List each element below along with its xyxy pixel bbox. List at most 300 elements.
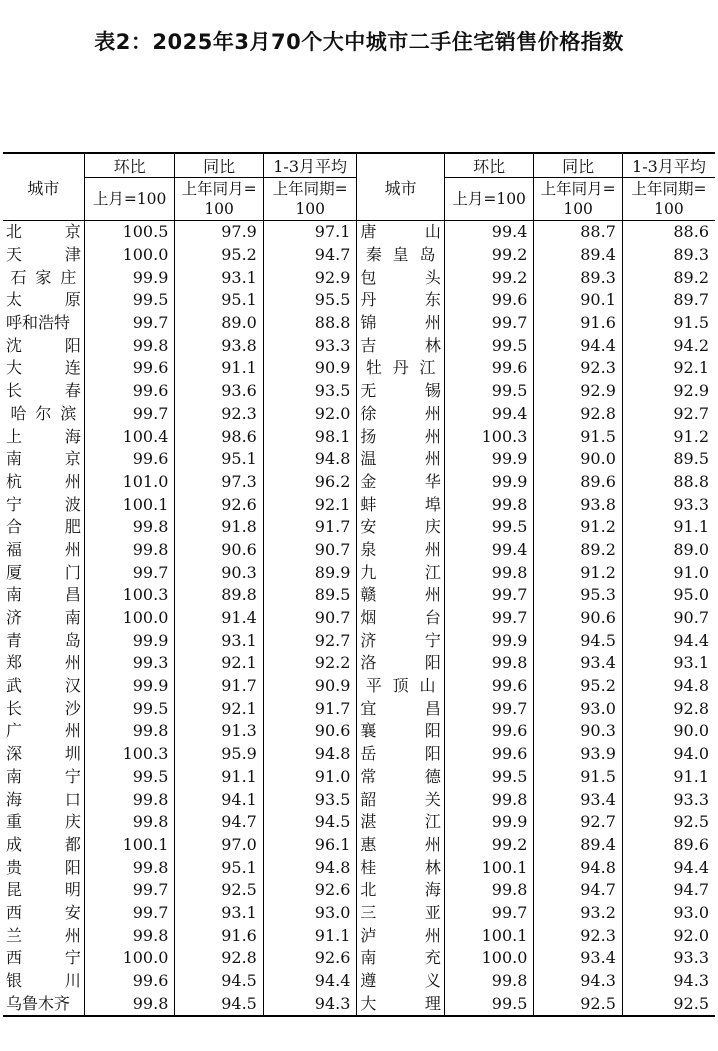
city-char: 京 xyxy=(64,449,81,469)
city-char: 山 xyxy=(419,676,436,696)
city-cell-left xyxy=(3,811,84,834)
city-cell-left xyxy=(3,266,84,289)
city-char: 南 xyxy=(360,948,377,968)
city-cell-left xyxy=(3,493,84,516)
yoy-value-left: 95.9 xyxy=(175,743,263,766)
city-name xyxy=(6,584,81,606)
mom-value-right: 99.2 xyxy=(444,266,534,289)
city-name xyxy=(6,834,81,856)
yoy-value-left: 90.3 xyxy=(175,561,263,584)
mom-value-right: 99.6 xyxy=(444,720,534,743)
yoy-value-right: 95.3 xyxy=(534,584,622,607)
mom-value-left: 99.7 xyxy=(84,879,175,902)
yoy-value-right: 89.4 xyxy=(534,834,622,857)
yoy-value-right: 92.8 xyxy=(534,403,622,426)
table-row xyxy=(3,924,715,947)
city-char: 顶 xyxy=(392,676,409,696)
city-name xyxy=(360,902,440,924)
city-char: 唐 xyxy=(360,222,377,242)
mom-value-left: 99.5 xyxy=(84,697,175,720)
city-char: 太 xyxy=(6,290,23,310)
city-char: 宁 xyxy=(64,948,81,968)
city-char: 桂 xyxy=(360,857,377,877)
city-cell-left xyxy=(3,856,84,879)
city-char: 州 xyxy=(424,449,441,469)
header-avg-right: 1-3月平均 xyxy=(622,153,715,178)
avg-value-right: 94.4 xyxy=(622,629,715,652)
city-name xyxy=(360,970,440,992)
mom-value-right: 99.5 xyxy=(444,380,534,403)
city-cell-right xyxy=(357,811,444,834)
city-char: 尔 xyxy=(35,403,52,423)
city-name xyxy=(360,244,440,266)
city-name xyxy=(6,630,81,652)
avg-value-right: 89.6 xyxy=(622,834,715,857)
city-name xyxy=(360,403,440,425)
yoy-value-right: 92.3 xyxy=(534,357,622,380)
price-index-table xyxy=(3,152,715,1017)
table-row xyxy=(3,811,715,834)
avg-value-right: 94.7 xyxy=(622,879,715,902)
header-avg-left: 1-3月平均 xyxy=(263,153,357,178)
city-cell-right xyxy=(357,652,444,675)
city-cell-left xyxy=(3,879,84,902)
city-name xyxy=(360,221,440,243)
mom-value-right: 99.8 xyxy=(444,493,534,516)
table-row xyxy=(3,629,715,652)
city-char: 德 xyxy=(424,766,441,786)
city-char: 理 xyxy=(424,993,441,1013)
avg-value-left: 93.5 xyxy=(263,788,357,811)
city-char: 庆 xyxy=(424,517,441,537)
city-cell-left xyxy=(3,924,84,947)
city-char: 昆 xyxy=(6,880,23,900)
city-char: 锦 xyxy=(360,313,377,333)
header-avg-base-left xyxy=(263,178,357,221)
city-name xyxy=(6,516,81,538)
table-row xyxy=(3,493,715,516)
yoy-value-right: 90.0 xyxy=(534,448,622,471)
mom-value-right: 99.8 xyxy=(444,652,534,675)
mom-value-right: 99.7 xyxy=(444,697,534,720)
city-cell-right xyxy=(357,788,444,811)
city-char: 武 xyxy=(6,676,23,696)
yoy-value-left: 97.9 xyxy=(175,221,263,244)
mom-value-left: 100.5 xyxy=(84,221,175,244)
mom-value-left: 99.7 xyxy=(84,312,175,335)
mom-value-left: 99.8 xyxy=(84,924,175,947)
city-cell-right xyxy=(357,334,444,357)
city-char: 州 xyxy=(424,539,441,559)
avg-value-left: 92.7 xyxy=(263,629,357,652)
yoy-value-right: 95.2 xyxy=(534,675,622,698)
yoy-value-right: 90.1 xyxy=(534,289,622,312)
table-row xyxy=(3,289,715,312)
city-char: 石 xyxy=(10,267,27,287)
city-char: 林 xyxy=(424,335,441,355)
city-char: 海 xyxy=(424,880,441,900)
city-char: 义 xyxy=(424,971,441,991)
avg-value-right: 88.6 xyxy=(622,221,715,244)
yoy-value-left: 95.1 xyxy=(175,448,263,471)
mom-value-right: 99.6 xyxy=(444,675,534,698)
yoy-value-right: 89.2 xyxy=(534,539,622,562)
city-char: 肥 xyxy=(64,517,81,537)
header-yoy-base-left xyxy=(175,178,263,221)
mom-value-left: 99.8 xyxy=(84,856,175,879)
mom-value-left: 99.7 xyxy=(84,403,175,426)
city-char: 川 xyxy=(64,971,81,991)
yoy-value-right: 93.4 xyxy=(534,652,622,675)
header-avg-base-text: 上年同期=100 xyxy=(631,180,707,218)
yoy-value-left: 94.7 xyxy=(175,811,263,834)
yoy-value-right: 94.3 xyxy=(534,970,622,993)
avg-value-left: 88.8 xyxy=(263,312,357,335)
yoy-value-left: 93.1 xyxy=(175,629,263,652)
yoy-value-left: 94.1 xyxy=(175,788,263,811)
avg-value-left: 92.2 xyxy=(263,652,357,675)
mom-value-left: 100.0 xyxy=(84,947,175,970)
avg-value-right: 94.3 xyxy=(622,970,715,993)
header-mom-base-left: 上月=100 xyxy=(84,178,175,221)
city-char: 常 xyxy=(360,766,377,786)
yoy-value-left: 91.4 xyxy=(175,607,263,630)
yoy-value-left: 91.1 xyxy=(175,766,263,789)
mom-value-left: 99.6 xyxy=(84,970,175,993)
table-row xyxy=(3,947,715,970)
table-row xyxy=(3,834,715,857)
yoy-value-left: 89.8 xyxy=(175,584,263,607)
city-cell-left xyxy=(3,221,84,244)
city-char: 福 xyxy=(6,539,23,559)
header-city-right: 城市 xyxy=(357,153,444,221)
table-row xyxy=(3,902,715,925)
city-cell-right xyxy=(357,357,444,380)
avg-value-right: 91.5 xyxy=(622,312,715,335)
city-cell-left xyxy=(3,448,84,471)
city-char: 宁 xyxy=(64,766,81,786)
table-row xyxy=(3,425,715,448)
city-name xyxy=(6,267,81,289)
mom-value-right: 99.4 xyxy=(444,539,534,562)
yoy-value-left: 92.3 xyxy=(175,403,263,426)
city-cell-right xyxy=(357,970,444,993)
table-row xyxy=(3,970,715,993)
avg-value-right: 92.1 xyxy=(622,357,715,380)
yoy-value-left: 94.5 xyxy=(175,970,263,993)
yoy-value-left: 93.1 xyxy=(175,902,263,925)
header-city-left: 城市 xyxy=(3,153,84,221)
city-cell-right xyxy=(357,425,444,448)
mom-value-left: 100.1 xyxy=(84,493,175,516)
avg-value-right: 89.3 xyxy=(622,244,715,267)
city-char: 扬 xyxy=(360,426,377,446)
city-name xyxy=(360,562,440,584)
avg-value-right: 91.2 xyxy=(622,425,715,448)
avg-value-right: 91.1 xyxy=(622,766,715,789)
city-char: 原 xyxy=(64,290,81,310)
city-char: 宁 xyxy=(424,630,441,650)
city-char: 阳 xyxy=(424,653,441,673)
avg-value-left: 91.0 xyxy=(263,766,357,789)
yoy-value-left: 92.8 xyxy=(175,947,263,970)
city-char: 海 xyxy=(64,426,81,446)
city-char: 关 xyxy=(424,789,441,809)
city-name xyxy=(360,516,440,538)
city-char: 丹 xyxy=(360,290,377,310)
city-cell-left xyxy=(3,584,84,607)
city-char: 波 xyxy=(64,494,81,514)
city-cell-right xyxy=(357,924,444,947)
city-char: 州 xyxy=(64,653,81,673)
city-cell-right xyxy=(357,312,444,335)
city-name xyxy=(360,607,440,629)
city-char: 充 xyxy=(424,948,441,968)
city-name xyxy=(6,494,81,516)
city-name xyxy=(360,494,440,516)
yoy-value-left: 97.3 xyxy=(175,471,263,494)
city-cell-left xyxy=(3,652,84,675)
city-cell-left xyxy=(3,720,84,743)
city-char: 贵 xyxy=(6,857,23,877)
mom-value-right: 99.5 xyxy=(444,334,534,357)
city-name xyxy=(360,426,440,448)
mom-value-right: 99.7 xyxy=(444,607,534,630)
mom-value-left: 100.1 xyxy=(84,834,175,857)
mom-value-right: 100.1 xyxy=(444,924,534,947)
mom-value-left: 100.0 xyxy=(84,244,175,267)
mom-value-left: 99.8 xyxy=(84,788,175,811)
city-name xyxy=(360,834,440,856)
avg-value-right: 90.0 xyxy=(622,720,715,743)
city-cell-left xyxy=(3,244,84,267)
city-name xyxy=(6,902,81,924)
city-cell-right xyxy=(357,766,444,789)
city-name xyxy=(6,652,81,674)
mom-value-right: 99.5 xyxy=(444,516,534,539)
city-name xyxy=(360,267,440,289)
city-char: 深 xyxy=(6,744,23,764)
city-name xyxy=(6,789,81,811)
mom-value-left: 99.3 xyxy=(84,652,175,675)
table-row xyxy=(3,879,715,902)
table-row xyxy=(3,561,715,584)
avg-value-left: 94.8 xyxy=(263,743,357,766)
city-name xyxy=(6,947,81,969)
mom-value-left: 99.8 xyxy=(84,516,175,539)
city-cell-right xyxy=(357,743,444,766)
city-name xyxy=(6,380,81,402)
city-char: 江 xyxy=(419,358,436,378)
city-name xyxy=(6,857,81,879)
mom-value-right: 99.7 xyxy=(444,902,534,925)
city-name xyxy=(6,426,81,448)
city-cell-right xyxy=(357,493,444,516)
city-name: 乌鲁木齐 xyxy=(6,993,71,1013)
table-row xyxy=(3,334,715,357)
city-name xyxy=(360,720,440,742)
city-char: 都 xyxy=(64,834,81,854)
table-header xyxy=(3,153,715,221)
mom-value-right: 99.9 xyxy=(444,629,534,652)
city-name xyxy=(360,947,440,969)
city-char: 包 xyxy=(360,267,377,287)
city-char: 沈 xyxy=(6,335,23,355)
city-cell-right xyxy=(357,856,444,879)
city-char: 兰 xyxy=(6,925,23,945)
city-cell-right xyxy=(357,992,444,1016)
city-cell-right xyxy=(357,947,444,970)
mom-value-left: 99.9 xyxy=(84,675,175,698)
city-name xyxy=(6,221,81,243)
mom-value-right: 99.4 xyxy=(444,403,534,426)
table-row xyxy=(3,720,715,743)
city-cell-right xyxy=(357,697,444,720)
city-char: 南 xyxy=(6,585,23,605)
yoy-value-right: 89.3 xyxy=(534,266,622,289)
city-name xyxy=(6,289,81,311)
avg-value-right: 93.3 xyxy=(622,947,715,970)
mom-value-left: 101.0 xyxy=(84,471,175,494)
avg-value-right: 94.4 xyxy=(622,856,715,879)
table-row xyxy=(3,743,715,766)
city-char: 州 xyxy=(424,313,441,333)
yoy-value-right: 92.5 xyxy=(534,992,622,1016)
yoy-value-left: 91.8 xyxy=(175,516,263,539)
city-cell-left xyxy=(3,357,84,380)
city-char: 韶 xyxy=(360,789,377,809)
city-char: 岳 xyxy=(360,744,377,764)
yoy-value-left: 91.1 xyxy=(175,357,263,380)
yoy-value-right: 93.0 xyxy=(534,697,622,720)
city-char: 重 xyxy=(6,812,23,832)
city-char: 济 xyxy=(6,608,23,628)
avg-value-left: 94.3 xyxy=(263,992,357,1016)
city-name xyxy=(6,562,81,584)
city-name xyxy=(6,357,81,379)
header-yoy-right: 同比 xyxy=(534,153,622,178)
city-char: 阳 xyxy=(424,721,441,741)
city-name xyxy=(360,584,440,606)
table-row xyxy=(3,675,715,698)
city-char: 埠 xyxy=(424,494,441,514)
yoy-value-right: 91.2 xyxy=(534,561,622,584)
city-char: 汉 xyxy=(64,676,81,696)
city-cell-left xyxy=(3,766,84,789)
mom-value-left: 99.5 xyxy=(84,766,175,789)
city-char: 宜 xyxy=(360,698,377,718)
city-name xyxy=(360,357,440,379)
city-name xyxy=(360,630,440,652)
city-char: 郑 xyxy=(6,653,23,673)
avg-value-left: 90.7 xyxy=(263,607,357,630)
city-char: 州 xyxy=(424,834,441,854)
table-body xyxy=(3,221,715,1017)
city-char: 安 xyxy=(64,902,81,922)
city-char: 合 xyxy=(6,517,23,537)
city-name xyxy=(360,857,440,879)
city-cell-right xyxy=(357,516,444,539)
city-name xyxy=(360,993,440,1015)
avg-value-left: 93.0 xyxy=(263,902,357,925)
city-cell-left xyxy=(3,629,84,652)
mom-value-right: 99.8 xyxy=(444,788,534,811)
yoy-value-right: 91.5 xyxy=(534,425,622,448)
yoy-value-left: 95.1 xyxy=(175,289,263,312)
city-name xyxy=(360,539,440,561)
city-char: 州 xyxy=(424,585,441,605)
city-char: 烟 xyxy=(360,608,377,628)
city-name xyxy=(6,720,81,742)
avg-value-left: 95.5 xyxy=(263,289,357,312)
city-cell-left xyxy=(3,743,84,766)
avg-value-right: 89.0 xyxy=(622,539,715,562)
city-name xyxy=(6,244,81,266)
city-char: 泉 xyxy=(360,539,377,559)
yoy-value-left: 90.6 xyxy=(175,539,263,562)
avg-value-right: 89.7 xyxy=(622,289,715,312)
city-char: 岛 xyxy=(64,630,81,650)
avg-value-right: 94.0 xyxy=(622,743,715,766)
mom-value-right: 99.6 xyxy=(444,289,534,312)
mom-value-left: 100.4 xyxy=(84,425,175,448)
yoy-value-right: 89.4 xyxy=(534,244,622,267)
city-name xyxy=(6,766,81,788)
mom-value-right: 99.5 xyxy=(444,992,534,1016)
avg-value-right: 92.5 xyxy=(622,811,715,834)
city-char: 门 xyxy=(64,562,81,582)
city-char: 庆 xyxy=(64,812,81,832)
avg-value-right: 92.9 xyxy=(622,380,715,403)
yoy-value-left: 97.0 xyxy=(175,834,263,857)
avg-value-left: 92.0 xyxy=(263,403,357,426)
yoy-value-right: 93.4 xyxy=(534,947,622,970)
city-char: 连 xyxy=(64,358,81,378)
mom-value-right: 99.4 xyxy=(444,221,534,244)
table-row xyxy=(3,584,715,607)
city-char: 秦 xyxy=(365,245,382,265)
city-char: 成 xyxy=(6,834,23,854)
mom-value-right: 99.9 xyxy=(444,811,534,834)
yoy-value-right: 93.8 xyxy=(534,493,622,516)
city-cell-left xyxy=(3,834,84,857)
city-name xyxy=(6,925,81,947)
city-cell-right xyxy=(357,539,444,562)
city-char: 上 xyxy=(6,426,23,446)
city-name xyxy=(360,789,440,811)
yoy-value-right: 88.7 xyxy=(534,221,622,244)
city-cell-right xyxy=(357,675,444,698)
city-char: 蚌 xyxy=(360,494,377,514)
avg-value-left: 91.7 xyxy=(263,516,357,539)
avg-value-right: 88.8 xyxy=(622,471,715,494)
yoy-value-left: 91.6 xyxy=(175,924,263,947)
city-cell-right xyxy=(357,244,444,267)
city-char: 家 xyxy=(35,267,52,287)
city-char: 西 xyxy=(6,902,23,922)
yoy-value-right: 90.3 xyxy=(534,720,622,743)
yoy-value-left: 91.3 xyxy=(175,720,263,743)
city-char: 海 xyxy=(6,789,23,809)
yoy-value-left: 95.2 xyxy=(175,244,263,267)
city-name xyxy=(360,312,440,334)
city-name xyxy=(360,675,440,697)
city-char: 圳 xyxy=(64,744,81,764)
city-char: 襄 xyxy=(360,721,377,741)
city-name xyxy=(6,698,81,720)
city-char: 大 xyxy=(360,993,377,1013)
city-char: 林 xyxy=(424,857,441,877)
